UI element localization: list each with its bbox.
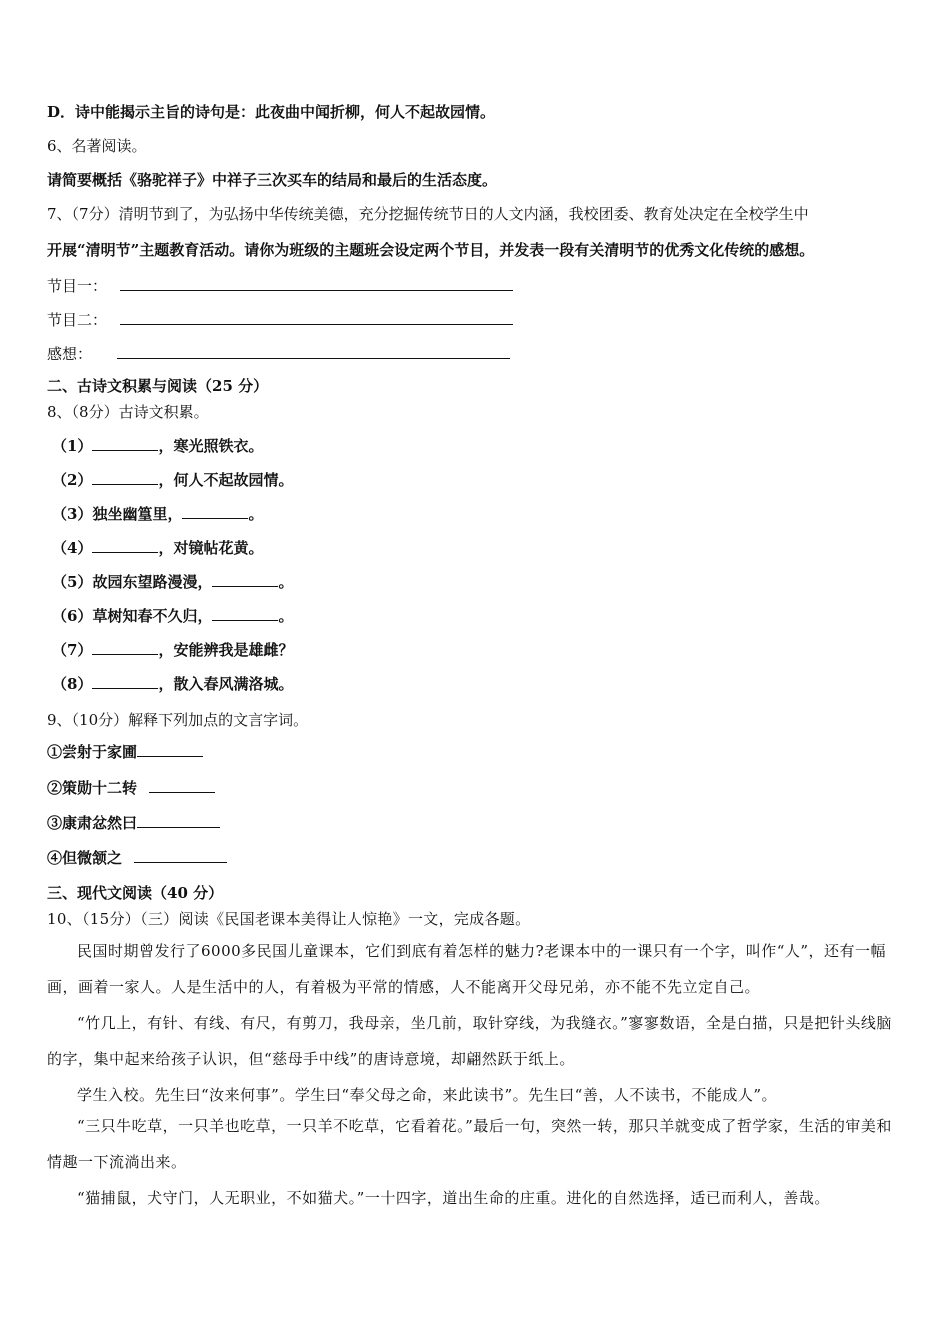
classical-word-text: ①尝射于家圃 — [47, 743, 138, 761]
program-two-answer-line[interactable] — [120, 310, 513, 325]
poem-fill-suffix: ，寒光照铁衣。 — [158, 437, 264, 455]
passage-paragraph-1: 民国时期曾发行了6000多民国儿童课本，它们到底有着怎样的魅力?老课本中的一课只有一个字，叫作“人”，还有一幅画，画着一家人。人是生活中的人，有着极为平常的情感，人不能离开父母兄弟，亦不能不先立定自己。 — [47, 942, 887, 996]
poem-fill-number: （5） — [52, 573, 93, 591]
poem-fill-item — [52, 572, 293, 592]
poem-fill-prefix: 故园东望路漫漫， — [92, 573, 213, 591]
section-2-title: 二、古诗文积累与阅读（25 分） — [47, 377, 269, 395]
poem-fill-prefix: 独坐幽篁里， — [92, 505, 183, 523]
program-two-row — [47, 310, 513, 330]
classical-word-text: ④但微颔之 — [47, 849, 123, 867]
question-6-body: 请简要概括《骆驼祥子》中祥子三次买车的结局和最后的生活态度。 — [47, 171, 498, 189]
classical-word-text: ③康肃忿然曰 — [47, 814, 138, 832]
question-10-heading: 10、（15分）（三）阅读《民国老课本美得让人惊艳》一文，完成各题。 — [47, 910, 531, 928]
passage-paragraph-5: “猫捕鼠，犬守门，人无职业，不如猫犬。”一十四字，道出生命的庄重。进化的自然选择，适已而利人，善哉。 — [77, 1189, 830, 1207]
poem-fill-item — [52, 538, 263, 558]
classical-word-blank[interactable] — [149, 778, 215, 793]
classical-word-text: ②策勋十二转 — [47, 779, 138, 797]
poem-fill-suffix: ，安能辨我是雄雌？ — [158, 641, 294, 659]
poem-fill-number: （8） — [52, 675, 93, 693]
question-6-heading: 6、名著阅读。 — [47, 137, 147, 155]
classical-word-item — [47, 813, 220, 833]
option-d: D．诗中能揭示主旨的诗句是：此夜曲中闻折柳，何人不起故园情。 — [47, 103, 496, 121]
poem-fill-blank[interactable] — [92, 436, 158, 451]
section-3-title: 三、现代文阅读（40 分） — [47, 884, 224, 902]
poem-fill-number: （7） — [52, 641, 93, 659]
poem-fill-suffix: ，散入春风满洛城。 — [158, 675, 294, 693]
poem-fill-blank[interactable] — [92, 538, 158, 553]
program-one-answer-line[interactable] — [120, 276, 513, 291]
passage-paragraph-4: “三只牛吃草，一只羊也吃草，一只羊不吃草，它看着花。”最后一句，突然一转，那只羊就变成了哲学家，生活的审美和情趣一下流淌出来。 — [47, 1117, 892, 1171]
poem-fill-suffix: 。 — [248, 505, 264, 523]
question-8-heading: 8、（8分）古诗文积累。 — [47, 403, 209, 421]
classical-word-item — [47, 778, 215, 798]
poem-fill-item — [52, 640, 293, 660]
feeling-row — [47, 344, 510, 364]
poem-fill-blank[interactable] — [92, 640, 158, 655]
classical-word-blank[interactable] — [137, 813, 220, 828]
poem-fill-prefix: 草树知春不久归， — [92, 607, 213, 625]
poem-fill-number: （2） — [52, 471, 93, 489]
poem-fill-number: （1） — [52, 437, 93, 455]
program-two-label: 节目二： — [47, 311, 108, 329]
question-7-line1: 7、（7分）清明节到了，为弘扬中华传统美德，充分挖掘传统节日的人文内涵，我校团委、教育处决定在全校学生中 — [47, 205, 809, 223]
poem-fill-suffix: ，对镜帖花黄。 — [158, 539, 264, 557]
question-7-line2: 开展“清明节”主题教育活动。请你为班级的主题班会设定两个节目，并发表一段有关清明节的优秀文化传统的感想。 — [47, 241, 815, 259]
passage-paragraph-3: 学生入校。先生曰“汝来何事”。学生曰“奉父母之命，来此读书”。先生曰“善，人不读书，不能成人”。 — [77, 1086, 778, 1104]
poem-fill-suffix: 。 — [278, 573, 294, 591]
question-9-heading: 9、（10分）解释下列加点的文言字词。 — [47, 711, 309, 729]
poem-fill-item — [52, 606, 293, 626]
feeling-label: 感想： — [47, 345, 93, 363]
poem-fill-item — [52, 674, 293, 694]
poem-fill-suffix: ，何人不起故园情。 — [158, 471, 294, 489]
classical-word-item — [47, 742, 203, 762]
poem-fill-item — [52, 470, 293, 490]
poem-fill-number: （3） — [52, 505, 93, 523]
poem-fill-blank[interactable] — [212, 606, 278, 621]
poem-fill-item — [52, 436, 263, 456]
poem-fill-item — [52, 504, 263, 524]
poem-fill-blank[interactable] — [92, 470, 158, 485]
poem-fill-number: （4） — [52, 539, 93, 557]
program-one-row — [47, 276, 513, 296]
poem-fill-blank[interactable] — [92, 674, 158, 689]
program-one-label: 节目一： — [47, 277, 108, 295]
poem-fill-number: （6） — [52, 607, 93, 625]
feeling-answer-line[interactable] — [117, 344, 510, 359]
classical-word-item — [47, 848, 227, 868]
poem-fill-blank[interactable] — [182, 504, 248, 519]
poem-fill-suffix: 。 — [278, 607, 294, 625]
poem-fill-blank[interactable] — [212, 572, 278, 587]
classical-word-blank[interactable] — [134, 848, 227, 863]
passage-paragraph-2: “竹几上，有针、有线、有尺，有剪刀，我母亲，坐几前，取针穿线，为我缝衣。”寥寥数语，全是白描，只是把针头线脑的字，集中起来给孩子认识，但“慈母手中线”的唐诗意境，却翩然跃于纸上。 — [47, 1014, 892, 1068]
classical-word-blank[interactable] — [137, 742, 203, 757]
